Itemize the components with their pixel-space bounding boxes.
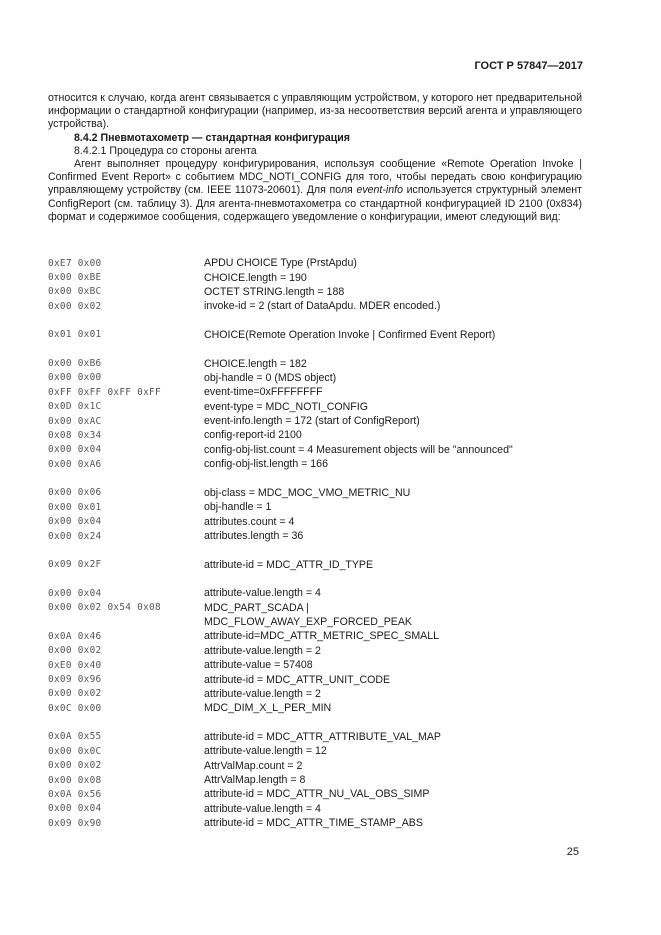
apdu-listing xyxy=(48,256,608,830)
hex-bytes: 0x0D 0x1C xyxy=(48,401,102,413)
hex-bytes: 0x0A 0x46 xyxy=(48,630,102,642)
listing-row xyxy=(48,514,608,528)
field-description: attributes.count = 4 xyxy=(204,515,295,528)
field-description: MDC_FLOW_AWAY_EXP_FORCED_PEAK xyxy=(204,615,412,628)
field-description: attribute-value.length = 2 xyxy=(204,687,321,700)
hex-bytes: 0x00 0x04 xyxy=(48,587,102,599)
listing-row xyxy=(48,270,608,284)
document-id: ГОСТ Р 57847—2017 xyxy=(474,60,583,72)
field-description: obj-handle = 0 (MDS object) xyxy=(204,371,337,384)
hex-bytes: 0x00 0x08 xyxy=(48,774,102,786)
field-description: invoke-id = 2 (start of DataApdu. MDER encoded.) xyxy=(204,300,441,313)
listing-row xyxy=(48,529,608,543)
hex-bytes: 0x0A 0x55 xyxy=(48,731,102,743)
hex-bytes: 0xE7 0x00 xyxy=(48,257,102,269)
field-description: MDC_DIM_X_L_PER_MIN xyxy=(204,702,332,715)
field-description: MDC_PART_SCADA | xyxy=(204,601,309,614)
listing-row xyxy=(48,687,608,701)
page-number: 25 xyxy=(566,846,579,858)
listing-row xyxy=(48,328,608,342)
field-description: APDU CHOICE Type (PrstApdu) xyxy=(204,257,357,270)
hex-bytes: 0x00 0x04 xyxy=(48,803,102,815)
listing-row xyxy=(48,701,608,715)
field-description: event-info.length = 172 (start of ConfigReport) xyxy=(204,415,420,428)
field-description: attribute-value.length = 4 xyxy=(204,802,321,815)
listing-row xyxy=(48,787,608,801)
field-description: OCTET STRING.length = 188 xyxy=(204,285,345,298)
field-description: attribute-value.length = 2 xyxy=(204,644,321,657)
listing-row xyxy=(48,256,608,270)
hex-bytes: 0x00 0x06 xyxy=(48,487,102,499)
hex-bytes: 0x00 0xB6 xyxy=(48,358,102,370)
listing-row xyxy=(48,299,608,313)
listing-row xyxy=(48,730,608,744)
listing-row xyxy=(48,672,608,686)
hex-bytes: 0x00 0xBE xyxy=(48,272,102,284)
listing-row xyxy=(48,802,608,816)
field-description: event-type = MDC_NOTI_CONFIG xyxy=(204,400,368,413)
hex-bytes: 0x00 0x01 xyxy=(48,501,102,513)
field-description: event-time=0xFFFFFFFF xyxy=(204,386,323,399)
hex-bytes: 0xFF 0xFF 0xFF 0xFF xyxy=(48,386,161,398)
listing-row xyxy=(48,428,608,442)
hex-bytes: 0x00 0x02 xyxy=(48,760,102,772)
p2-part-a: Агент выполняет процедуру конфигурирования, используя сообщение «Remote Operation Invoke | Confirmed Event Report» с событием MDC_NOTI_CONFIG для того, чтобы передать свою конфигурацию управляющему устройству (см. IEEE 11073-20601). Для поля xyxy=(48,158,582,197)
listing-row xyxy=(48,414,608,428)
listing-row xyxy=(48,744,608,758)
hex-bytes: 0x09 0x90 xyxy=(48,817,102,829)
hex-bytes: 0x0C 0x00 xyxy=(48,702,102,714)
section-heading: 8.4.2 Пневмотахометр — стандартная конфигурация xyxy=(74,131,350,144)
hex-bytes: 0x00 0x02 xyxy=(48,645,102,657)
listing-row xyxy=(48,615,608,629)
listing-row xyxy=(48,356,608,370)
field-description: CHOICE.length = 190 xyxy=(204,271,307,284)
field-description: AttrValMap.count = 2 xyxy=(204,759,303,772)
field-description: attribute-id=MDC_ATTR_METRIC_SPEC_SMALL xyxy=(204,630,439,643)
listing-row xyxy=(48,443,608,457)
event-info-term: event-info xyxy=(356,184,403,197)
listing-row xyxy=(48,758,608,772)
hex-bytes: 0x08 0x34 xyxy=(48,429,102,441)
hex-bytes: 0x00 0x00 xyxy=(48,372,102,384)
listing-row xyxy=(48,371,608,385)
field-description: config-obj-list.length = 166 xyxy=(204,458,328,471)
listing-row xyxy=(48,658,608,672)
hex-bytes: 0x00 0xBC xyxy=(48,286,102,298)
intro-paragraph-2 xyxy=(48,158,582,224)
listing-row xyxy=(48,486,608,500)
p2-part-b: используется структурный элемент ConfigReport (см. таблицу 3). Для агента-пневмотахометра со стандартной конфигурацией ID 2100 (0x834) формат и содержимое сообщения, содержащего уведомление о конфигурации, имеют следующий вид: xyxy=(48,184,583,223)
field-description: CHOICE.length = 182 xyxy=(204,357,307,370)
field-description: obj-class = MDC_MOC_VMO_METRIC_NU xyxy=(204,486,411,499)
field-description: attributes.length = 36 xyxy=(204,530,304,542)
hex-bytes: 0x00 0x02 xyxy=(48,688,102,700)
field-description: attribute-value.length = 12 xyxy=(204,745,327,758)
field-description: config-obj-list.count = 4 Measurement objects will be "announced" xyxy=(204,443,513,456)
listing-row xyxy=(48,457,608,471)
hex-bytes: 0x00 0x0C xyxy=(48,745,102,757)
field-description: AttrValMap.length = 8 xyxy=(204,774,306,787)
hex-bytes: 0x00 0x24 xyxy=(48,530,102,542)
field-description: attribute-value.length = 4 xyxy=(204,587,321,600)
listing-row xyxy=(48,285,608,299)
field-description: attribute-id = MDC_ATTR_ATTRIBUTE_VAL_MAP xyxy=(204,730,441,743)
listing-row xyxy=(48,500,608,514)
field-description: attribute-id = MDC_ATTR_TIME_STAMP_ABS xyxy=(204,817,423,830)
listing-row xyxy=(48,629,608,643)
field-description: attribute-value = 57408 xyxy=(204,659,313,672)
listing-row xyxy=(48,385,608,399)
listing-row xyxy=(48,600,608,614)
listing-row xyxy=(48,557,608,571)
field-description: attribute-id = MDC_ATTR_ID_TYPE xyxy=(204,558,374,571)
intro-text xyxy=(48,92,582,224)
field-description: obj-handle = 1 xyxy=(204,501,272,514)
listing-row xyxy=(48,586,608,600)
intro-paragraph-1: относится к случаю, когда агент связывается с управляющим устройством, у которого нет предварительной информации о стандартной конфигурации (например, из-за несоответствия версий агента и управляющего устройства). xyxy=(48,92,582,131)
hex-bytes: 0x00 0x02 0x54 0x08 xyxy=(48,602,161,614)
listing-row xyxy=(48,400,608,414)
hex-bytes: 0x00 0x02 xyxy=(48,300,102,312)
hex-bytes: 0x0A 0x56 xyxy=(48,788,102,800)
hex-bytes: 0xE0 0x40 xyxy=(48,659,102,671)
hex-bytes: 0x00 0xA6 xyxy=(48,458,102,470)
field-description: attribute-id = MDC_ATTR_UNIT_CODE xyxy=(204,673,391,686)
hex-bytes: 0x00 0x04 xyxy=(48,516,102,528)
listing-row xyxy=(48,816,608,830)
hex-bytes: 0x09 0x96 xyxy=(48,674,102,685)
field-description: CHOICE(Remote Operation Invoke | Confirmed Event Report) xyxy=(204,328,496,341)
listing-row xyxy=(48,773,608,787)
field-description: attribute-id = MDC_ATTR_NU_VAL_OBS_SIMP xyxy=(204,788,430,801)
listing-row xyxy=(48,644,608,658)
hex-bytes: 0x00 0x04 xyxy=(48,444,102,456)
hex-bytes: 0x01 0x01 xyxy=(48,329,102,341)
hex-bytes: 0x09 0x2F xyxy=(48,559,102,571)
subsection-heading: 8.4.2.1 Процедура со стороны агента xyxy=(74,144,257,157)
hex-bytes: 0x00 0xAC xyxy=(48,415,102,427)
field-description: config-report-id 2100 xyxy=(204,429,302,442)
